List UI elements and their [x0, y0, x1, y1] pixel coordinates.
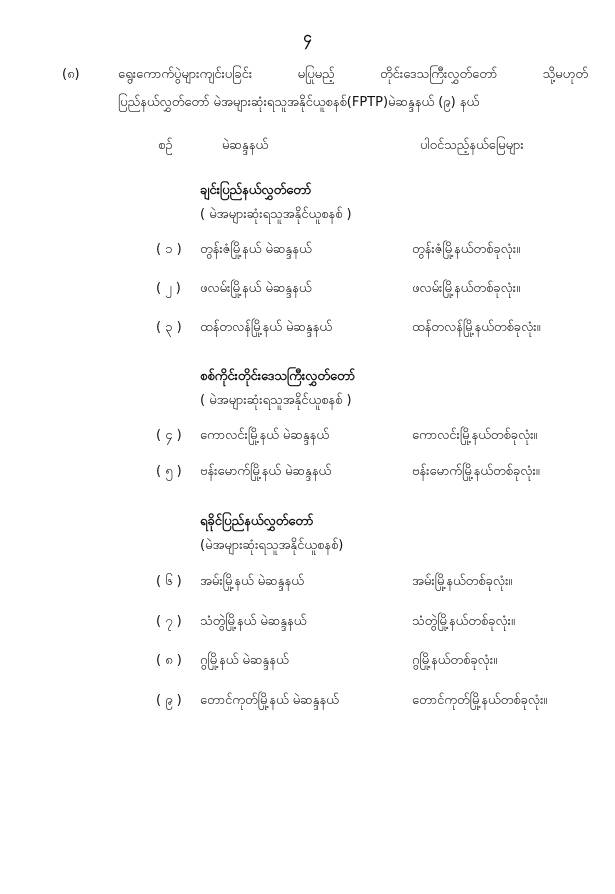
- constituency-name: ထန်တလန်မြို့နယ် မဲဆန္ဒနယ်: [200, 320, 333, 335]
- column-header-no: စဉ်: [158, 138, 173, 153]
- constituency-name: ဂွမြို့နယ် မဲဆန္ဒနယ်: [200, 653, 289, 668]
- constituency-area: ထန်တလန်မြို့နယ်တစ်ခုလုံး။: [412, 320, 541, 335]
- row-number: ( ၆ ): [156, 574, 182, 589]
- column-header-constituency: မဲဆန္ဒနယ်: [222, 138, 269, 153]
- region-subtitle: ( မဲအများဆုံးရသူအနိုင်ယူစနစ် ): [200, 393, 352, 408]
- row-number: ( ၄ ): [156, 428, 182, 443]
- region-title: ချင်းပြည်နယ်လွှတ်တော်: [200, 183, 312, 198]
- row-number: ( ၂ ): [156, 281, 181, 296]
- constituency-name: တောင်ကုတ်မြို့နယ် မဲဆန္ဒနယ်: [200, 693, 339, 708]
- region-subtitle: ( မဲအများဆုံးရသူအနိုင်ယူစနစ် ): [200, 207, 352, 222]
- constituency-area: တွန်းဇံမြို့နယ်တစ်ခုလုံး။: [412, 242, 521, 257]
- section-heading-line-2: ပြည်နယ်လွှတ်တော် မဲအများဆုံးရသူအနိုင်ယူစနစ်(FPTP)မဲဆန္ဒနယ် (၉) နယ်: [118, 95, 480, 110]
- column-header-area: ပါဝင်သည့်နယ်မြေများ: [420, 138, 524, 153]
- row-number: ( ၉ ): [156, 693, 182, 708]
- row-number: ( ၃ ): [156, 320, 182, 335]
- constituency-name: တွန်းဇံမြို့နယ် မဲဆန္ဒနယ်: [200, 242, 312, 257]
- row-number: ( ၁ ): [156, 242, 182, 257]
- constituency-area: ဗန်းမောက်မြို့နယ်တစ်ခုလုံး။: [412, 464, 540, 479]
- constituency-name: ကောလင်းမြို့နယ် မဲဆန္ဒနယ်: [200, 428, 329, 443]
- region-title: ရခိုင်ပြည်နယ်လွှတ်တော်: [200, 514, 314, 529]
- section-number: (၈): [62, 67, 80, 82]
- constituency-area: ဖလမ်းမြို့နယ်တစ်ခုလုံး။: [412, 281, 521, 296]
- constituency-name: သံတွဲမြို့နယ် မဲဆန္ဒနယ်: [200, 614, 307, 629]
- row-number: ( ၅ ): [156, 464, 182, 479]
- constituency-area: တောင်ကုတ်မြို့နယ်တစ်ခုလုံး။: [412, 693, 548, 708]
- constituency-area: ကောလင်းမြို့နယ်တစ်ခုလုံး။: [412, 428, 538, 443]
- row-number: ( ၇ ): [156, 614, 182, 629]
- row-number: ( ၈ ): [156, 653, 182, 668]
- page-number: ၄: [303, 28, 312, 46]
- section-heading-line-1: ရွေးကောက်ပွဲများကျင်းပခြင်း မပြုမည့် တိုင်းဒေသကြီးလွှတ်တော် သို့မဟုတ်: [118, 67, 588, 82]
- constituency-name: ဗန်းမောက်မြို့နယ် မဲဆန္ဒနယ်: [200, 464, 332, 479]
- region-title: စစ်ကိုင်းတိုင်းဒေသကြီးလွှတ်တော်: [200, 369, 356, 384]
- constituency-area: အမ်းမြို့နယ်တစ်ခုလုံး။: [412, 574, 513, 589]
- region-subtitle: (မဲအများဆုံးရသူအနိုင်ယူစနစ်): [200, 538, 344, 553]
- constituency-name: ဖလမ်းမြို့နယ် မဲဆန္ဒနယ်: [200, 281, 312, 296]
- constituency-area: ဂွမြို့နယ်တစ်ခုလုံး။: [412, 653, 498, 668]
- constituency-area: သံတွဲမြို့နယ်တစ်ခုလုံး။: [412, 614, 515, 629]
- constituency-name: အမ်းမြို့နယ် မဲဆန္ဒနယ်: [200, 574, 304, 589]
